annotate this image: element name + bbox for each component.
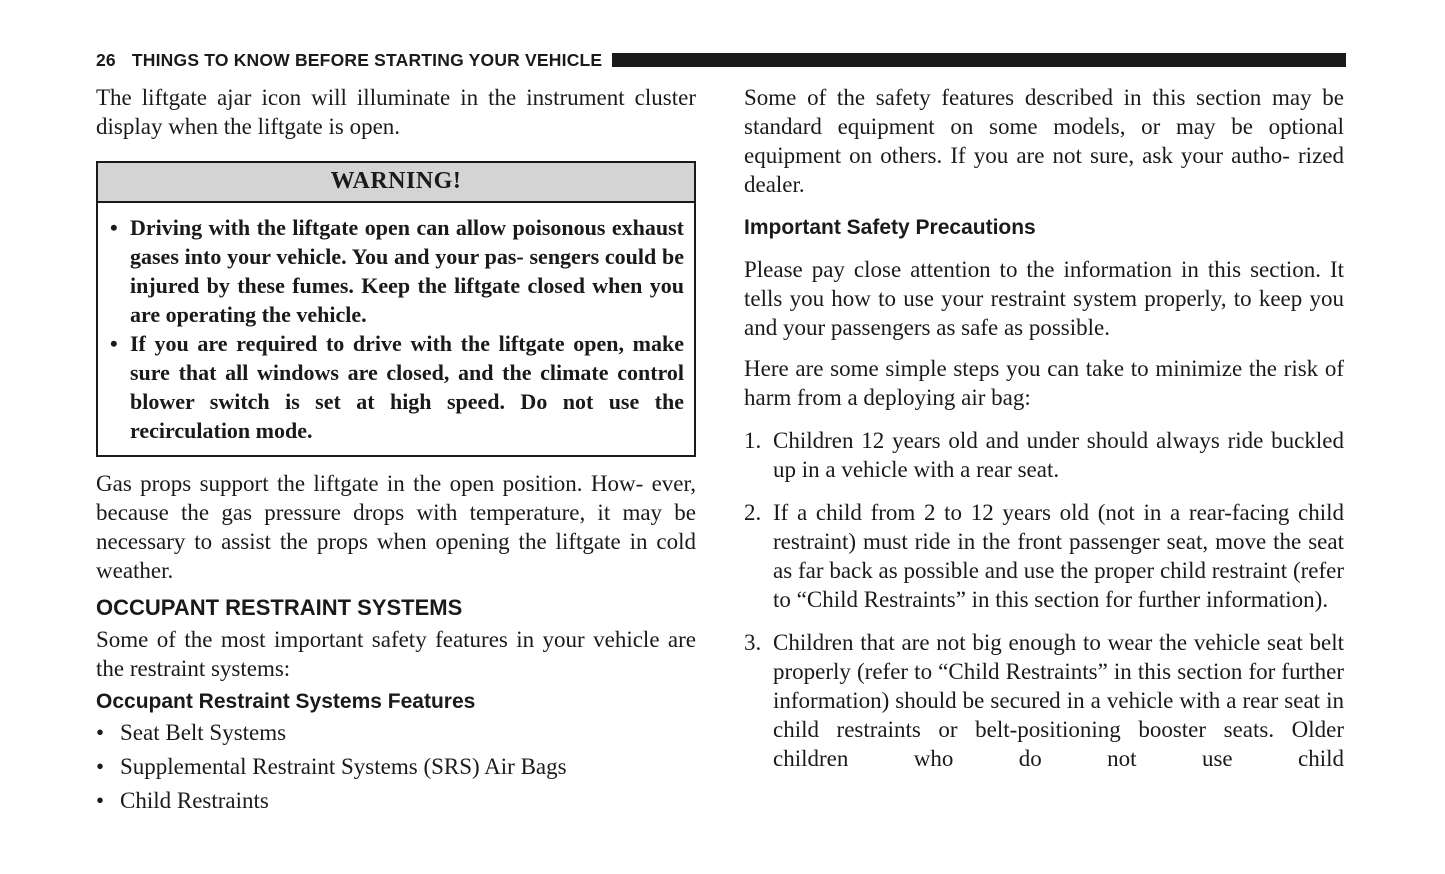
warning-box xyxy=(96,161,696,457)
precautions-paragraph: Please pay close attention to the information in this section. It tells you how to use your restraint system properly, to keep you and your passengers as safe as possible. xyxy=(744,257,1344,340)
warning-item-text: If you are required to drive with the liftgate open, make sure that all windows are closed, and the climate control blower switch is set at high speed. Do not use the recirculation mode. xyxy=(130,331,684,443)
step-number: 3. xyxy=(744,630,762,655)
features-heading: Occupant Restraint Systems Features xyxy=(96,690,476,713)
safety-intro-paragraph: Some of the safety features described in this section may be standard equipment on some models, or may be optional equipment on others. If you are not sure, ask your autho- rized dealer. xyxy=(744,85,1344,197)
list-item xyxy=(744,628,1344,773)
warning-title: WARNING! xyxy=(98,163,694,203)
bullet-icon: • xyxy=(96,754,105,779)
features-list xyxy=(96,716,696,818)
running-section-title: THINGS TO KNOW BEFORE STARTING YOUR VEHICLE xyxy=(131,49,603,70)
feature-label: Seat Belt Systems xyxy=(120,720,287,745)
step-text: Children that are not big enough to wear the vehicle seat belt properly (refer to “Child Restraints” in this section for further information) should be secured in a vehicle with a rear seat in child restraints or belt-positioning booster seats. Older children who do not use child xyxy=(773,630,1344,771)
bullet-icon: • xyxy=(96,720,105,745)
liftgate-intro-paragraph: The liftgate ajar icon will illuminate in the instrument cluster display when the liftgate is open. xyxy=(96,85,696,139)
step-text: If a child from 2 to 12 years old (not in a rear-facing child restraint) must ride in the front passenger seat, move the seat as far back as possible and use the proper child restraint (refer to “Child Restraints” in this section for further information). xyxy=(773,500,1344,612)
precautions-steps-intro: Here are some simple steps you can take to minimize the risk of harm from a deploying air bag: xyxy=(744,356,1344,410)
list-item xyxy=(96,716,696,750)
precautions-heading: Important Safety Precautions xyxy=(744,216,1036,239)
list-item xyxy=(744,426,1344,484)
warning-item xyxy=(110,329,684,445)
step-number: 1. xyxy=(744,428,762,453)
step-number: 2. xyxy=(744,500,762,525)
bullet-icon: • xyxy=(110,215,118,240)
bullet-icon: • xyxy=(96,788,105,813)
page-number: 26 xyxy=(96,49,116,70)
header-rule xyxy=(612,53,1346,67)
warning-body xyxy=(98,203,694,455)
list-item xyxy=(96,750,696,784)
list-item xyxy=(96,784,696,818)
feature-label: Child Restraints xyxy=(120,788,269,813)
right-column xyxy=(744,83,1344,773)
warning-item-text: Driving with the liftgate open can allow poisonous exhaust gases into your vehicle. You and your pas- sengers could be injured by these fumes. Keep the liftgate closed when you are operating the vehicle. xyxy=(130,215,684,327)
safety-steps-list xyxy=(744,426,1344,773)
section-heading: OCCUPANT RESTRAINT SYSTEMS xyxy=(96,595,463,620)
bullet-icon: • xyxy=(110,331,118,356)
section-intro-paragraph: Some of the most important safety features in your vehicle are the restraint systems: xyxy=(96,627,696,681)
warning-item xyxy=(110,213,684,329)
left-column xyxy=(96,83,696,818)
list-item xyxy=(744,498,1344,614)
step-text: Children 12 years old and under should always ride buckled up in a vehicle with a rear seat. xyxy=(773,428,1344,482)
page-header xyxy=(96,49,1346,71)
feature-label: Supplemental Restraint Systems (SRS) Air Bags xyxy=(120,754,567,779)
gas-props-paragraph: Gas props support the liftgate in the open position. How- ever, because the gas pressure drops with temperature, it may be necessary to assist the props when opening the liftgate in cold weather. xyxy=(96,471,696,583)
